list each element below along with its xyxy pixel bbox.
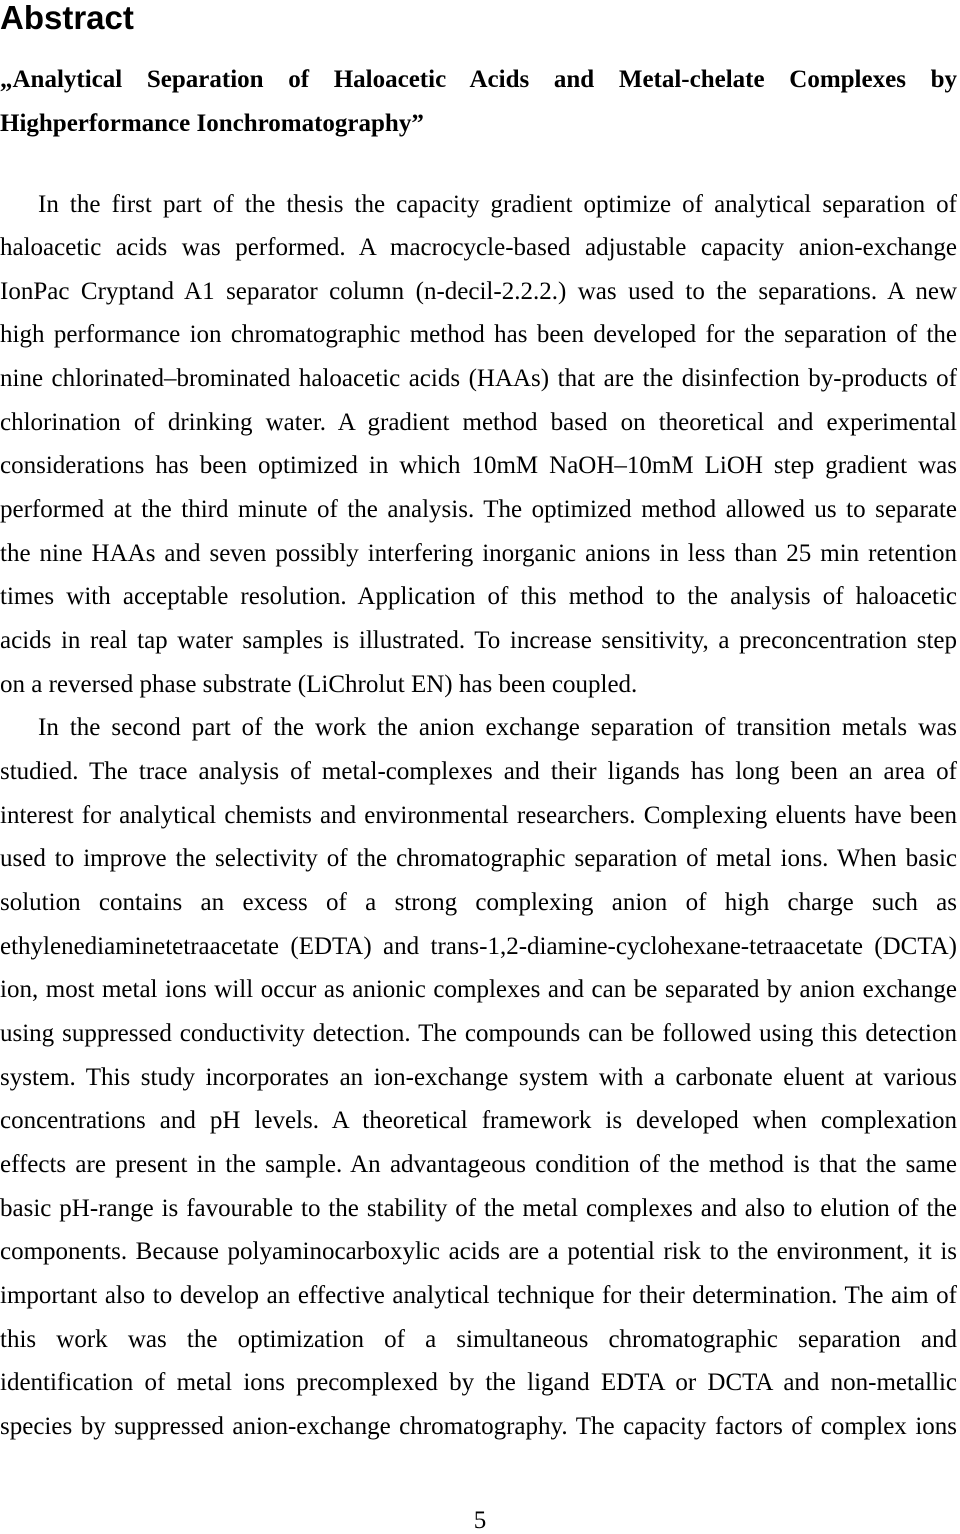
text-line: chlorination of drinking water. A gradient method based on theoretical and experimental — [0, 408, 957, 436]
text-line: this work was the optimization of a simultaneous chromatographic separation and — [0, 1325, 957, 1353]
page-number: 5 — [473, 1507, 487, 1534]
title-line: „Analytical Separation of Haloacetic Acids and Metal-chelate Complexes by — [0, 66, 957, 93]
text-line: effects are present in the sample. An advantageous condition of the method is that the same — [0, 1150, 957, 1178]
text-line: ion, most metal ions will occur as anionic complexes and can be separated by anion exchange — [0, 976, 957, 1004]
text-line: IonPac Cryptand A1 separator column (n-decil-2.2.2.) was used to the separations. A new — [0, 277, 957, 305]
text-line: interest for analytical chemists and environmental researchers. Complexing eluents have been — [0, 801, 957, 829]
text-line: important also to develop an effective analytical technique for their determination. The aim of — [0, 1281, 957, 1309]
text-line: on a reversed phase substrate (LiChrolut EN) has been coupled. — [0, 670, 638, 698]
page-heading: Abstract — [0, 0, 134, 36]
text-line: used to improve the selectivity of the chromatographic separation of metal ions. When basic — [0, 845, 957, 873]
text-line: acids in real tap water samples is illustrated. To increase sensitivity, a preconcentration step — [0, 627, 957, 655]
text-line: identification of metal ions precomplexed by the ligand EDTA or DCTA and non-metallic — [0, 1369, 957, 1397]
text-line: basic pH-range is favourable to the stability of the metal complexes and also to elution of the — [0, 1194, 957, 1222]
text-line: ethylenediaminetetraacetate (EDTA) and trans-1,2-diamine-cyclohexane-tetraacetate (DCTA) — [0, 932, 957, 960]
text-line: In the second part of the work the anion exchange separation of transition metals was — [38, 714, 957, 742]
text-line: components. Because polyaminocarboxylic acids are a potential risk to the environment, it is — [0, 1238, 957, 1266]
text-line: studied. The trace analysis of metal-complexes and their ligands has long been an area of — [0, 758, 957, 786]
text-line: haloacetic acids was performed. A macrocycle-based adjustable capacity anion-exchange — [0, 234, 957, 262]
text-line: performed at the third minute of the analysis. The optimized method allowed us to separate — [0, 496, 957, 524]
text-line: species by suppressed anion-exchange chromatography. The capacity factors of complex ions — [0, 1412, 957, 1440]
text-line: using suppressed conductivity detection. The compounds can be followed using this detection — [0, 1019, 957, 1047]
text-line: the nine HAAs and seven possibly interfering inorganic anions in less than 25 min retention — [0, 539, 957, 567]
abstract-paragraph — [0, 706, 957, 1448]
text-line: In the first part of the thesis the capacity gradient optimize of analytical separation of — [38, 190, 957, 218]
abstract-body — [0, 183, 957, 1449]
text-line: system. This study incorporates an ion-exchange system with a carbonate eluent at various — [0, 1063, 957, 1091]
text-line: nine chlorinated–brominated haloacetic acids (HAAs) that are the disinfection by-products of — [0, 365, 957, 393]
text-line: high performance ion chromatographic method has been developed for the separation of the — [0, 321, 957, 349]
abstract-paragraph — [0, 183, 957, 707]
text-line: times with acceptable resolution. Application of this method to the analysis of haloacetic — [0, 583, 957, 611]
thesis-title — [0, 58, 957, 146]
text-line: considerations has been optimized in which 10mM NaOH–10mM LiOH step gradient was — [0, 452, 957, 480]
text-line: solution contains an excess of a strong complexing anion of high charge such as — [0, 889, 957, 916]
text-line: concentrations and pH levels. A theoretical framework is developed when complexation — [0, 1107, 957, 1135]
title-line: Highperformance Ionchromatography” — [0, 110, 424, 137]
